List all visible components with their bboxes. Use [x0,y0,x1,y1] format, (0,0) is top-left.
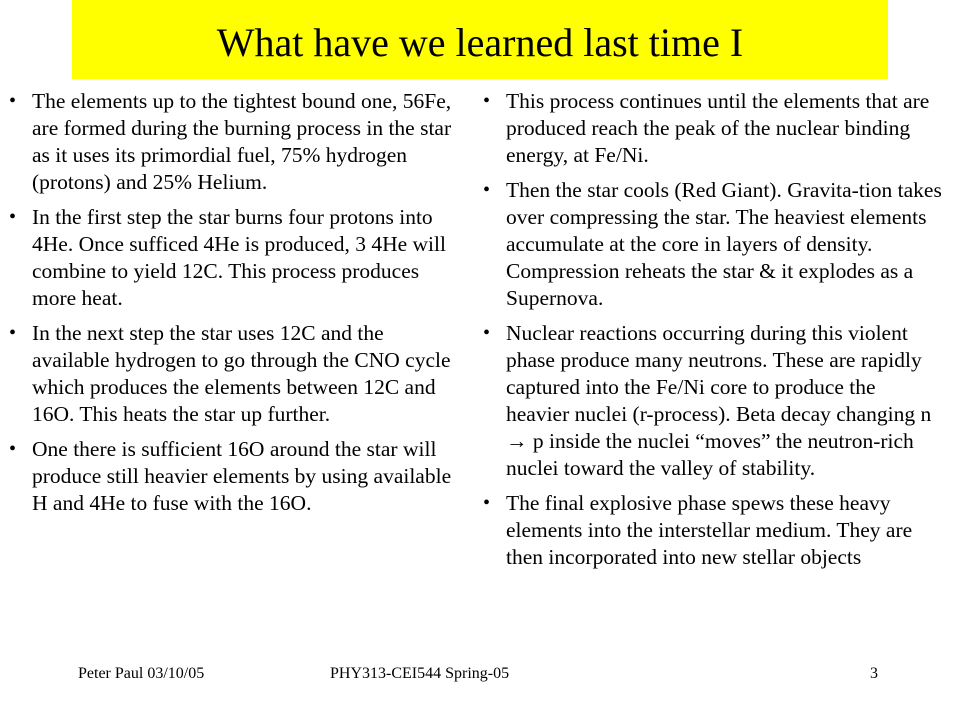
left-bullet-4 [8,436,466,517]
bullet-dot-icon: • [483,492,491,514]
left-bullet-3 [8,320,466,428]
right-bullet-1 [482,88,942,169]
left-bullet-4-text: One there is sufficient 16O around the star will produce still heavier elements by using available H and 4He to fuse with the 16O. [32,437,452,515]
bullet-dot-icon: • [9,438,17,460]
left-bullet-2 [8,204,466,312]
bullet-dot-icon: • [9,206,17,228]
footer-course: PHY313-CEI544 Spring-05 [330,665,510,682]
bullet-dot-icon: • [483,179,491,201]
right-bullet-2 [482,177,942,312]
right-bullet-4 [482,490,942,571]
bullet-dot-icon: • [9,322,17,344]
left-bullet-1-text: The elements up to the tightest bound one, 56Fe, are formed during the burning process in the star as it uses its primordial fuel, 75% hydrogen (protons) and 25% Helium. [32,89,452,194]
title-banner [72,0,888,79]
footer-page-number: 3 [870,665,878,682]
right-column [482,88,942,579]
right-bullet-2-text: Then the star cools (Red Giant). Gravita-tion takes over compressing the star. The heaviest elements accumulate at the core in layers of density. Compression reheats the star & it explodes as a Supernova. [506,178,942,310]
left-bullet-3-text: In the next step the star uses 12C and the available hydrogen to go through the CNO cycle which produces the elements between 12C and 16O. This heats the star up further. [32,321,451,426]
left-bullet-1 [8,88,466,196]
bullet-dot-icon: • [9,90,17,112]
slide-title: What have we learned last time I [216,19,744,65]
right-bullet-1-text: This process continues until the elements that are produced reach the peak of the nuclear binding energy, at Fe/Ni. [506,89,930,167]
bullet-dot-icon: • [483,322,491,344]
footer-author-date: Peter Paul 03/10/05 [78,665,205,682]
right-bullet-3 [482,320,942,482]
right-bullet-3-text: Nuclear reactions occurring during this violent phase produce many neutrons. These are rapidly captured into the Fe/Ni core to produce the heavier nuclei (r-process). Beta decay changing n → p inside the nuclei “moves” the neutron-rich nuclei toward the valley of stability. [506,321,932,480]
left-bullet-2-text: In the first step the star burns four protons into 4He. Once sufficed 4He is produced, 3 4He will combine to yield 12C. This process produces more heat. [32,205,446,310]
left-column [8,88,466,525]
right-bullet-4-text: The final explosive phase spews these heavy elements into the interstellar medium. They are then incorporated into new stellar objects [506,491,913,569]
bullet-dot-icon: • [483,90,491,112]
